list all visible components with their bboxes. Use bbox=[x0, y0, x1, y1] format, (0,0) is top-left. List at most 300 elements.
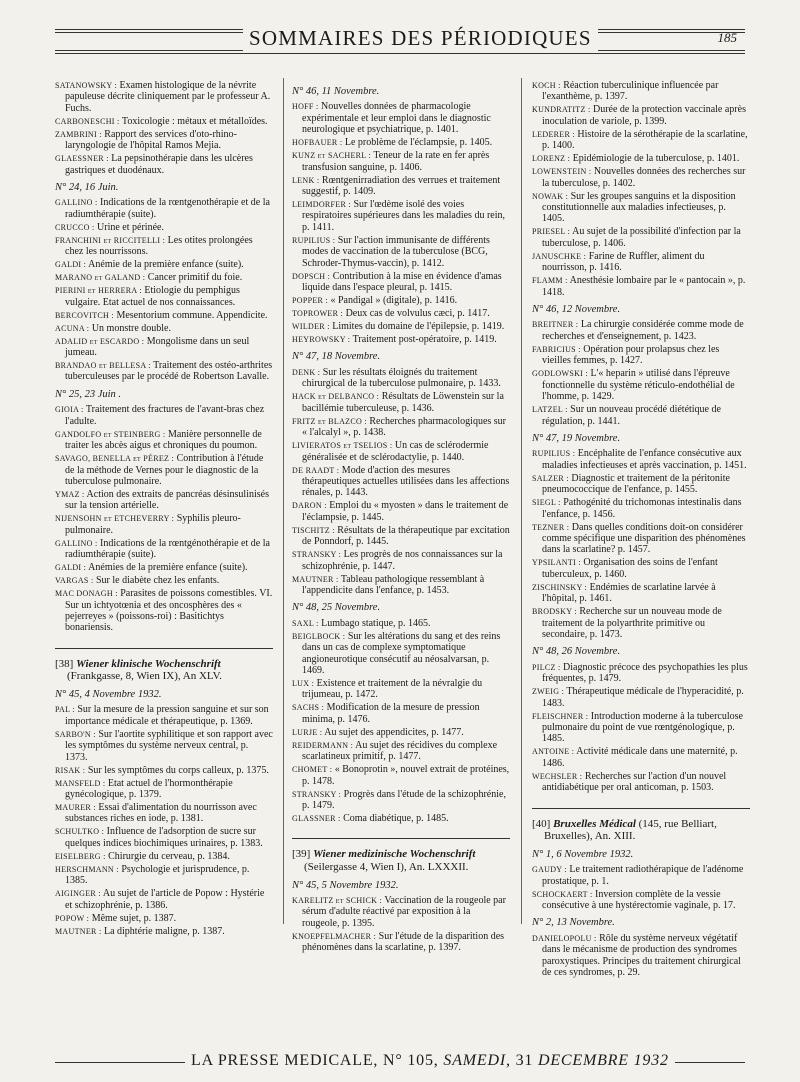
article-author: WILDER : bbox=[292, 322, 330, 332]
article-author: SALZER : bbox=[532, 473, 569, 483]
column-3 bbox=[532, 80, 750, 980]
article-entry bbox=[532, 344, 750, 367]
article-entry bbox=[532, 448, 750, 471]
article-entry bbox=[532, 319, 750, 342]
issue-heading: N° 2, 13 Novembre. bbox=[532, 917, 615, 929]
journal-heading bbox=[55, 658, 273, 683]
issue-heading: N° 1, 6 Novembre 1932. bbox=[532, 848, 634, 860]
article-author: SCHULTKO : bbox=[55, 827, 105, 837]
article-title: Existence et traitement de la névralgie du trijumeau, p. 1472. bbox=[302, 677, 483, 701]
article-entry bbox=[55, 153, 273, 176]
article-entry bbox=[55, 272, 273, 283]
article-entry bbox=[55, 913, 273, 924]
journal-title: Wiener klinische Wochenschrift bbox=[76, 657, 221, 670]
article-entry bbox=[292, 235, 510, 269]
article-author: HOFBAUER : bbox=[292, 138, 343, 148]
article-entry bbox=[292, 416, 510, 439]
article-author: STRANSKY : bbox=[292, 550, 342, 560]
article-entry bbox=[55, 765, 273, 776]
article-title: Un cas de sclérodermie généralisée et de sclérodactylie, p. 1440. bbox=[302, 440, 489, 463]
article-entry bbox=[292, 789, 510, 812]
article-title: Sur l'étude de la disparition des phénomènes dans la scarlatine, p. 1397. bbox=[302, 930, 505, 954]
article-entry bbox=[292, 813, 510, 824]
article-author: LIVIERATOS et TSELIOS : bbox=[292, 441, 393, 451]
article-title: Résultats de Löwenstein sur la bacillémie tuberculeuse, p. 1436. bbox=[302, 391, 504, 414]
article-title: Activité médicale dans une maternité, p. 1486. bbox=[542, 746, 738, 769]
article-author: REIDERMANN : bbox=[292, 740, 354, 750]
article-entry bbox=[532, 889, 750, 912]
article-author: SACHS : bbox=[292, 703, 325, 713]
article-author: NIJENSOHN et ETCHEVERRY : bbox=[55, 514, 175, 524]
article-entry bbox=[532, 275, 750, 298]
article-entry bbox=[55, 285, 273, 308]
article-title: Contribution à l'étude de la méthode de Vernes pour le diagnostic de la tuberculose pulmonaire. bbox=[65, 453, 264, 487]
article-author: HERSCHMANN : bbox=[55, 864, 119, 874]
article-entry bbox=[532, 104, 750, 127]
article-author: FABRICIUS : bbox=[532, 344, 581, 354]
article-entry bbox=[55, 729, 273, 763]
article-author: ADALID et ESCARDO : bbox=[55, 336, 145, 346]
journal-title: Wiener medizinische Wochenschrift bbox=[313, 848, 476, 861]
column-1 bbox=[55, 80, 273, 939]
article-author: BREITNER : bbox=[532, 320, 579, 330]
article-title: Contribution à la mise en évidence d'amas liquide dans l'espace pleural, p. 1415. bbox=[302, 270, 502, 294]
article-author: KUNDRATITZ : bbox=[532, 105, 591, 115]
article-entry bbox=[532, 191, 750, 225]
article-title: Diagnostic et traitement de la péritonite pneumococcique de l'enfance, p. 1455. bbox=[542, 472, 730, 496]
article-author: GALLINO : bbox=[55, 198, 98, 208]
article-entry bbox=[292, 764, 510, 787]
article-entry bbox=[55, 778, 273, 801]
article-title: Sur un nouveau procédé diététique de régulation, p. 1441. bbox=[542, 404, 721, 427]
article-entry bbox=[292, 101, 510, 135]
article-entry bbox=[532, 404, 750, 427]
issue-heading: N° 48, 25 Novembre. bbox=[292, 602, 381, 614]
article-title: Nouvelles données des recherches sur la tuberculose, p. 1402. bbox=[542, 166, 746, 189]
article-author: AIGINGER : bbox=[55, 889, 101, 899]
article-entry bbox=[292, 500, 510, 523]
article-entry bbox=[55, 129, 273, 152]
article-title: Thérapeutique médicale de l'hyperacidité, p. 1483. bbox=[542, 686, 744, 709]
journal-title: Bruxelles Médical bbox=[553, 817, 636, 830]
article-author: TISCHITZ : bbox=[292, 525, 335, 535]
article-author: GLASSNER : bbox=[292, 814, 341, 823]
column-2 bbox=[292, 80, 510, 955]
article-title: Diagnostic précoce des psychopathies les plus fréquentes, p. 1479. bbox=[542, 661, 748, 685]
article-entry bbox=[55, 888, 273, 911]
article-title: Recherches sur l'action d'un nouvel antidiabétique per oral anticoman, p. 1503. bbox=[542, 770, 727, 794]
article-entry bbox=[292, 367, 510, 390]
article-entry bbox=[55, 336, 273, 359]
article-author: ZWEIG : bbox=[532, 687, 565, 697]
article-author: MAC DONAGH : bbox=[55, 589, 118, 599]
journal-heading bbox=[532, 818, 750, 843]
article-author: KNOEPFELMACHER : bbox=[292, 931, 377, 941]
article-author: MANSFELD : bbox=[55, 778, 106, 788]
article-title: La diphtérie maligne, p. 1387. bbox=[103, 925, 225, 937]
article-entry bbox=[55, 851, 273, 862]
article-author: HOFF : bbox=[292, 102, 319, 112]
article-author: DOPSCH : bbox=[292, 271, 331, 281]
article-entry bbox=[532, 711, 750, 745]
footer-month-year: DECEMBRE 1932 bbox=[537, 1052, 669, 1069]
article-entry bbox=[532, 497, 750, 520]
article-entry bbox=[55, 429, 273, 452]
article-entry bbox=[55, 704, 273, 727]
footer-day: 31 bbox=[515, 1052, 534, 1069]
article-title: Essai d'alimentation du nourrisson avec substances riches en iode, p. 1381. bbox=[65, 801, 257, 825]
article-entry bbox=[55, 588, 273, 634]
article-title: Mode d'action des mesures thérapeutiques actuelles utilisées dans les affections rénales, p. 1443. bbox=[302, 464, 510, 499]
article-title: Introduction moderne à la tuberculose pulmonaire du point de vue rœntgénologique, p. 1485. bbox=[542, 710, 743, 745]
article-author: BEIGLBOCK : bbox=[292, 631, 346, 641]
article-title: Sur les groupes sanguins et la disposition constitutionnelle aux maladies infectieuses, p. 1405. bbox=[542, 190, 736, 225]
article-title: Les otites prolongées chez les nourrissons. bbox=[65, 234, 253, 258]
article-title: Deux cas de volvulus cæci, p. 1417. bbox=[345, 308, 490, 320]
article-author: YPSILANTI : bbox=[532, 558, 581, 568]
article-author: MAURER : bbox=[55, 802, 96, 812]
article-title: Psychologie et jurisprudence, p. 1385. bbox=[65, 863, 250, 887]
article-entry bbox=[532, 582, 750, 605]
article-entry bbox=[55, 259, 273, 270]
article-author: CRUCCO : bbox=[55, 222, 95, 232]
article-title: Anesthésie lombaire par le « pantocain », p. 1418. bbox=[542, 275, 746, 298]
article-entry bbox=[532, 129, 750, 152]
article-author: PIERINI et HERRERA : bbox=[55, 286, 142, 296]
journal-number: [38] bbox=[55, 657, 74, 670]
article-title: Examen histologique de la névrite papuleuse décrite cliniquement par le professeur A. Fuchs. bbox=[65, 80, 271, 114]
article-entry bbox=[532, 153, 750, 164]
article-author: EISELBERG : bbox=[55, 851, 106, 861]
article-entry bbox=[55, 80, 273, 114]
article-entry bbox=[292, 150, 510, 173]
article-author: SIEGL : bbox=[532, 498, 561, 508]
article-entry bbox=[532, 746, 750, 769]
article-entry bbox=[55, 222, 273, 233]
article-entry bbox=[55, 453, 273, 487]
article-entry bbox=[292, 199, 510, 233]
article-title: Traitement post-opératoire, p. 1419. bbox=[352, 334, 497, 346]
article-title: Teneur de la rate en fer après transfusion sanguine, p. 1406. bbox=[302, 150, 490, 173]
article-title: Manière personnelle de traiter les abcès aigus et chroniques du poumon. bbox=[65, 428, 262, 452]
article-author: GALDI : bbox=[55, 260, 87, 270]
article-title: Coma diabétique, p. 1485. bbox=[343, 813, 449, 824]
article-entry bbox=[55, 926, 273, 937]
article-entry bbox=[55, 513, 273, 536]
issue-heading: N° 46, 12 Novembre. bbox=[532, 304, 621, 316]
article-title: Sur le diabète chez les enfants. bbox=[96, 575, 220, 587]
article-title: Chirurgie du cerveau, p. 1384. bbox=[108, 850, 230, 862]
article-title: Emploi du « myosten » dans le traitement de l'éclampsie, p. 1445. bbox=[302, 500, 509, 523]
article-entry bbox=[55, 826, 273, 849]
article-author: BRODSKY : bbox=[532, 607, 577, 617]
article-title: Traitement des fractures de l'avant-bras chez l'adulte. bbox=[65, 404, 265, 427]
article-title: Parasites de poissons comestibles. VI. Sur un ichtyotœnia et des oncosphères des « pejerreyes » (poissons-roi) : Basitichtys bonariensis. bbox=[65, 588, 273, 634]
article-author: ACUNA : bbox=[55, 323, 90, 333]
article-entry bbox=[55, 802, 273, 825]
article-title: Sur l'action immunisante de différents modes de vaccination de la tuberculose (BCG, Schroder-Thymus-vaccin), p. 1412. bbox=[302, 234, 490, 269]
article-entry bbox=[55, 404, 273, 427]
article-author: LORENZ : bbox=[532, 154, 571, 164]
article-author: BERCOVITCH : bbox=[55, 310, 114, 320]
article-title: Inversion complète de la vessie consécutive à une hystérectomie vaginale, p. 17. bbox=[542, 888, 736, 912]
article-entry bbox=[532, 251, 750, 274]
article-author: LEDERER : bbox=[532, 129, 575, 139]
article-entry bbox=[532, 933, 750, 979]
article-entry bbox=[532, 557, 750, 580]
article-author: STRANSKY : bbox=[292, 789, 342, 799]
section-separator bbox=[532, 808, 750, 809]
header-rule-bottom-2 bbox=[55, 53, 745, 54]
article-entry bbox=[292, 525, 510, 548]
article-title: Lumbago statique, p. 1465. bbox=[321, 617, 431, 629]
article-title: Anémie de la première enfance (suite). bbox=[88, 259, 244, 271]
article-entry bbox=[532, 606, 750, 640]
article-author: PILCZ : bbox=[532, 662, 561, 672]
issue-heading: N° 24, 16 Juin. bbox=[55, 182, 119, 194]
article-entry bbox=[55, 538, 273, 561]
article-title: Etiologie du pemphigus vulgaire. Etat actuel de nos connaissances. bbox=[65, 285, 240, 308]
page-header bbox=[55, 22, 745, 56]
article-author: LOWENSTEIN : bbox=[532, 167, 592, 177]
article-title: Indications de la rœntgénothérapie et de la radiumthérapie (suite). bbox=[65, 537, 270, 561]
article-title: Epidémiologie de la tuberculose, p. 1401. bbox=[572, 153, 740, 165]
article-author: LATZEL : bbox=[532, 405, 568, 415]
article-entry bbox=[292, 334, 510, 345]
article-title: Résultats de la thérapeutique par excitation de Ponndorf, p. 1445. bbox=[302, 524, 510, 548]
article-author: YMAZ : bbox=[55, 489, 85, 499]
article-title: Opération pour prolapsus chez les vieilles femmes, p. 1427. bbox=[542, 343, 720, 367]
article-title: Progrès dans l'étude de la schizophrénie, p. 1479. bbox=[302, 788, 506, 811]
article-author: FLAMM : bbox=[532, 276, 568, 286]
article-author: SAVAGO, BENELLA et PÉREZ : bbox=[55, 454, 175, 464]
article-entry bbox=[55, 310, 273, 321]
article-title: Limites du domaine de l'épilepsie, p. 1419. bbox=[332, 321, 505, 333]
article-author: RISAK : bbox=[55, 765, 86, 775]
article-entry bbox=[532, 771, 750, 794]
article-entry bbox=[292, 678, 510, 701]
article-author: SATANOWSKY : bbox=[55, 81, 117, 90]
article-author: CARBONESCHI : bbox=[55, 116, 120, 126]
article-entry bbox=[532, 226, 750, 249]
article-entry bbox=[532, 166, 750, 189]
article-author: FRITZ et BLAZCO : bbox=[292, 416, 367, 426]
article-author: TOPROWER : bbox=[292, 309, 344, 319]
column-divider-2 bbox=[521, 78, 522, 924]
journal-details: (Seilergasse 4, Wien I), An. LXXXII. bbox=[304, 861, 469, 873]
article-entry bbox=[532, 686, 750, 709]
article-author: RUPILIUS : bbox=[532, 449, 576, 459]
article-author: GLAESSNER : bbox=[55, 154, 109, 164]
article-title: Action des extraits de pancréas désinsulinisés sur la tension artérielle. bbox=[65, 488, 269, 512]
article-title: Sur les résultats éloignés du traitement chirurgical de la tuberculose pulmonaire, p. 1433. bbox=[302, 366, 501, 390]
article-title: Sur la mesure de la pression sanguine et sur son importance médicale et thérapeutique, p. 1369. bbox=[65, 704, 269, 727]
article-title: Urine et périnée. bbox=[97, 221, 164, 233]
issue-heading: N° 46, 11 Novembre. bbox=[292, 86, 380, 97]
article-title: Les progrès de nos connaissances sur la schizophrénie, p. 1447. bbox=[302, 549, 503, 572]
article-title: Tableau pathologique ressemblant à l'appendicite dans l'enfance, p. 1453. bbox=[302, 573, 485, 596]
article-title: Pathogénité du trichomonas intestinalis dans l'enfance, p. 1456. bbox=[542, 497, 742, 520]
article-author: DANIELOPOLU : bbox=[532, 933, 597, 943]
article-title: Dans quelles conditions doit-on considérer comme spécifique une disparition des phénomènes dans la scarlatine? p. 1457. bbox=[542, 521, 746, 556]
article-author: FRANCHINI et RICCITELLI : bbox=[55, 235, 166, 245]
article-entry bbox=[292, 574, 510, 597]
article-title: Même sujet, p. 1387. bbox=[91, 912, 177, 924]
article-entry bbox=[292, 391, 510, 414]
article-entry bbox=[55, 489, 273, 512]
article-title: Indications de la rœntgenothérapie et de la radiumthérapie (suite). bbox=[65, 197, 270, 220]
article-title: Influence de l'adsorption de sucre sur quelques indices biochimiques urinaires, p. 1383. bbox=[65, 826, 263, 849]
article-title: Toxicologie : métaux et métalloïdes. bbox=[121, 115, 268, 127]
issue-heading: N° 47, 18 Novembre. bbox=[292, 351, 381, 363]
article-author: GIOIA : bbox=[55, 405, 84, 415]
article-entry bbox=[55, 864, 273, 887]
article-author: NOWAK : bbox=[532, 191, 569, 201]
article-title: Rœntgenirradiation des verrues et traitement suggestif, p. 1409. bbox=[302, 174, 501, 198]
article-title: Vaccination de la rougeole par sérum d'adulte réactivé par exposition à la rougeole, p. 1395. bbox=[302, 895, 506, 929]
article-entry bbox=[292, 271, 510, 294]
article-entry bbox=[292, 727, 510, 738]
article-author: SCHOCKAERT : bbox=[532, 889, 593, 899]
article-entry bbox=[292, 931, 510, 954]
column-divider-1 bbox=[283, 78, 284, 924]
article-entry bbox=[55, 323, 273, 334]
article-author: CHOMET : bbox=[292, 765, 333, 775]
article-title: Nouvelles données de pharmacologie expérimentale et leur emploi dans le diagnostic neurologique et psychiatrique, p. 1401. bbox=[302, 101, 491, 136]
issue-heading: N° 47, 19 Novembre. bbox=[532, 432, 621, 444]
article-title: Le traitement radiothérapique de l'adénome prostatique, p. 1. bbox=[542, 864, 744, 887]
article-title: Réaction tuberculinique influencée par l'exanthème, p. 1397. bbox=[542, 80, 719, 103]
article-entry bbox=[292, 631, 510, 677]
journal-number: [39] bbox=[292, 848, 311, 861]
article-author: GALLINO : bbox=[55, 538, 98, 548]
article-entry bbox=[532, 864, 750, 887]
article-entry bbox=[292, 549, 510, 572]
article-author: JANUSCHKE : bbox=[532, 251, 587, 261]
article-entry bbox=[292, 740, 510, 763]
article-author: DENK : bbox=[292, 367, 321, 377]
article-author: BRANDAO et BELLESA : bbox=[55, 361, 151, 371]
article-author: POPOW : bbox=[55, 913, 90, 923]
article-title: La pepsinothérapie dans les ulcères gastriques et duodénaux. bbox=[65, 153, 253, 176]
article-entry bbox=[292, 702, 510, 725]
article-author: ZAMBRINI : bbox=[55, 129, 102, 139]
article-title: Au sujet des récidives du complexe scarlatineux primitif, p. 1477. bbox=[302, 739, 498, 763]
page-footer bbox=[55, 1052, 745, 1072]
article-entry bbox=[292, 895, 510, 929]
article-title: Au sujet des appendicites, p. 1477. bbox=[324, 726, 464, 738]
article-entry bbox=[292, 321, 510, 332]
article-entry bbox=[532, 368, 750, 402]
footer-weekday: SAMEDI, bbox=[443, 1052, 511, 1069]
article-author: KARELITZ et SCHICK : bbox=[292, 896, 382, 905]
journal-number: [40] bbox=[532, 817, 551, 830]
article-title: Farine de Ruffler, aliment du nourrisson, p. 1416. bbox=[542, 250, 705, 274]
article-author: GANDOLFO et STEINBERG : bbox=[55, 429, 166, 439]
section-separator bbox=[55, 648, 273, 649]
article-entry bbox=[532, 522, 750, 556]
article-title: Rapport des services d'oto-rhino-laryngologie de l'hôpital Ramos Mejia. bbox=[65, 128, 237, 152]
article-title: Un monstre double. bbox=[91, 322, 171, 334]
article-title: Cancer primitif du foie. bbox=[147, 272, 243, 284]
article-title: Au sujet de l'article de Popow : Hystérie et schizophrénie, p. 1386. bbox=[65, 888, 265, 911]
article-entry bbox=[292, 175, 510, 198]
article-author: GODLOWSKI : bbox=[532, 369, 588, 379]
article-entry bbox=[292, 440, 510, 463]
article-author: PRIESEL : bbox=[532, 227, 571, 237]
article-title: Sur l'œdème isolé des voies respiratoires supérieures dans les maladies du rein, p. 1411. bbox=[302, 199, 505, 233]
issue-heading: N° 25, 23 Juin . bbox=[55, 388, 122, 400]
article-entry bbox=[532, 473, 750, 496]
article-author: SAXL : bbox=[292, 618, 319, 628]
article-author: PAL : bbox=[55, 705, 75, 715]
article-title: Mongolisme dans un seul jumeau. bbox=[65, 335, 250, 359]
article-entry bbox=[292, 295, 510, 306]
article-entry bbox=[55, 575, 273, 586]
article-author: GALDI : bbox=[55, 563, 87, 573]
issue-heading: N° 48, 26 Novembre. bbox=[532, 646, 621, 658]
article-title: Modification de la mesure de pression minima, p. 1476. bbox=[302, 702, 480, 725]
article-author: GAUDY : bbox=[532, 865, 567, 875]
article-author: LEIMDORFER : bbox=[292, 200, 351, 210]
article-author: LURJE : bbox=[292, 727, 323, 737]
article-author: ANTOINE : bbox=[532, 747, 575, 757]
issue-heading: N° 45, 4 Novembre 1932. bbox=[55, 688, 162, 700]
article-title: Syphilis pleuro-pulmonaire. bbox=[65, 513, 241, 536]
article-title: Recherches pharmacologiques sur « l'alcalyl », p. 1438. bbox=[302, 415, 507, 439]
article-author: VARGAS : bbox=[55, 576, 94, 586]
article-author: TEZNER : bbox=[532, 522, 570, 532]
article-title: Anémies de la première enfance (suite). bbox=[88, 562, 248, 574]
article-author: MARANO et GALAND : bbox=[55, 273, 146, 283]
page-number: 185 bbox=[717, 30, 737, 45]
article-entry bbox=[292, 618, 510, 629]
article-title: La chirurgie considérée comme mode de recherches et d'enseignement, p. 1423. bbox=[542, 319, 744, 342]
article-title: Durée de la protection vaccinale après inoculation de variole, p. 1399. bbox=[542, 104, 746, 127]
article-author: ZISCHINSKY : bbox=[532, 582, 588, 592]
article-title: Rôle du système nerveux végétatif dans le mécanisme de production des syndromes paroxystiques. Principes du traitement chirurgical de ces syndromes, p. 29. bbox=[542, 932, 741, 979]
article-title: Etat actuel de l'hormonthérapie gynécologique, p. 1379. bbox=[65, 777, 233, 800]
article-title: Sur les altérations du sang et des reins dans un cas de complexe symptomatique angioneurotique consécutif au néosalvarsan, p. 1469. bbox=[302, 630, 501, 676]
article-entry bbox=[532, 80, 750, 103]
article-author: RUPILIUS : bbox=[292, 235, 336, 245]
article-title: Traitement des ostéo-arthrites tuberculeuses par le procédé de Robertson Lavalle. bbox=[65, 360, 273, 383]
article-author: DE RAADT : bbox=[292, 465, 340, 475]
article-author: HACK et DELBANCO : bbox=[292, 392, 380, 402]
article-title: L'« heparin » utilisé dans l'épreuve fonctionnelle du système réticulo-endothélial de l'homme, p. 1429. bbox=[542, 368, 735, 403]
article-title: « Pandigal » (digitale), p. 1416. bbox=[330, 295, 458, 307]
article-title: Encéphalite de l'enfance consécutive aux maladies infectieuses et après vaccination, p. 1451. bbox=[542, 448, 747, 471]
article-title: Organisation des soins de l'enfant tuberculeux, p. 1460. bbox=[542, 557, 718, 580]
article-author: MAUTNER : bbox=[55, 926, 102, 936]
article-title: Au sujet de la possibilité d'infection par la tuberculose, p. 1406. bbox=[542, 226, 741, 249]
article-author: POPPER : bbox=[292, 296, 328, 306]
article-title: Recherche sur un nouveau mode de traitement de la polyarthrite primitive ou secondaire, p. 1473. bbox=[542, 606, 722, 640]
article-entry bbox=[55, 116, 273, 127]
journal-heading bbox=[292, 848, 510, 873]
article-entry bbox=[532, 662, 750, 685]
article-title: Sur les symptômes du corps calleux, p. 1375. bbox=[87, 764, 269, 776]
footer-text bbox=[185, 1052, 675, 1070]
journal-details: (145, rue Belliart, Bruxelles), An. XIII. bbox=[544, 817, 717, 843]
article-title: Mesentorium commune. Appendicite. bbox=[116, 309, 268, 321]
article-author: SARBO'N : bbox=[55, 729, 96, 739]
page-title: SOMMAIRES DES PÉRIODIQUES bbox=[243, 26, 598, 51]
article-title: Le problème de l'éclampsie, p. 1405. bbox=[344, 137, 493, 149]
article-entry bbox=[55, 360, 273, 383]
article-title: Sur l'aortite syphilitique et son rapport avec les symptômes du système nerveux central, p. 1373. bbox=[65, 728, 273, 763]
article-author: WECHSLER : bbox=[532, 771, 583, 781]
